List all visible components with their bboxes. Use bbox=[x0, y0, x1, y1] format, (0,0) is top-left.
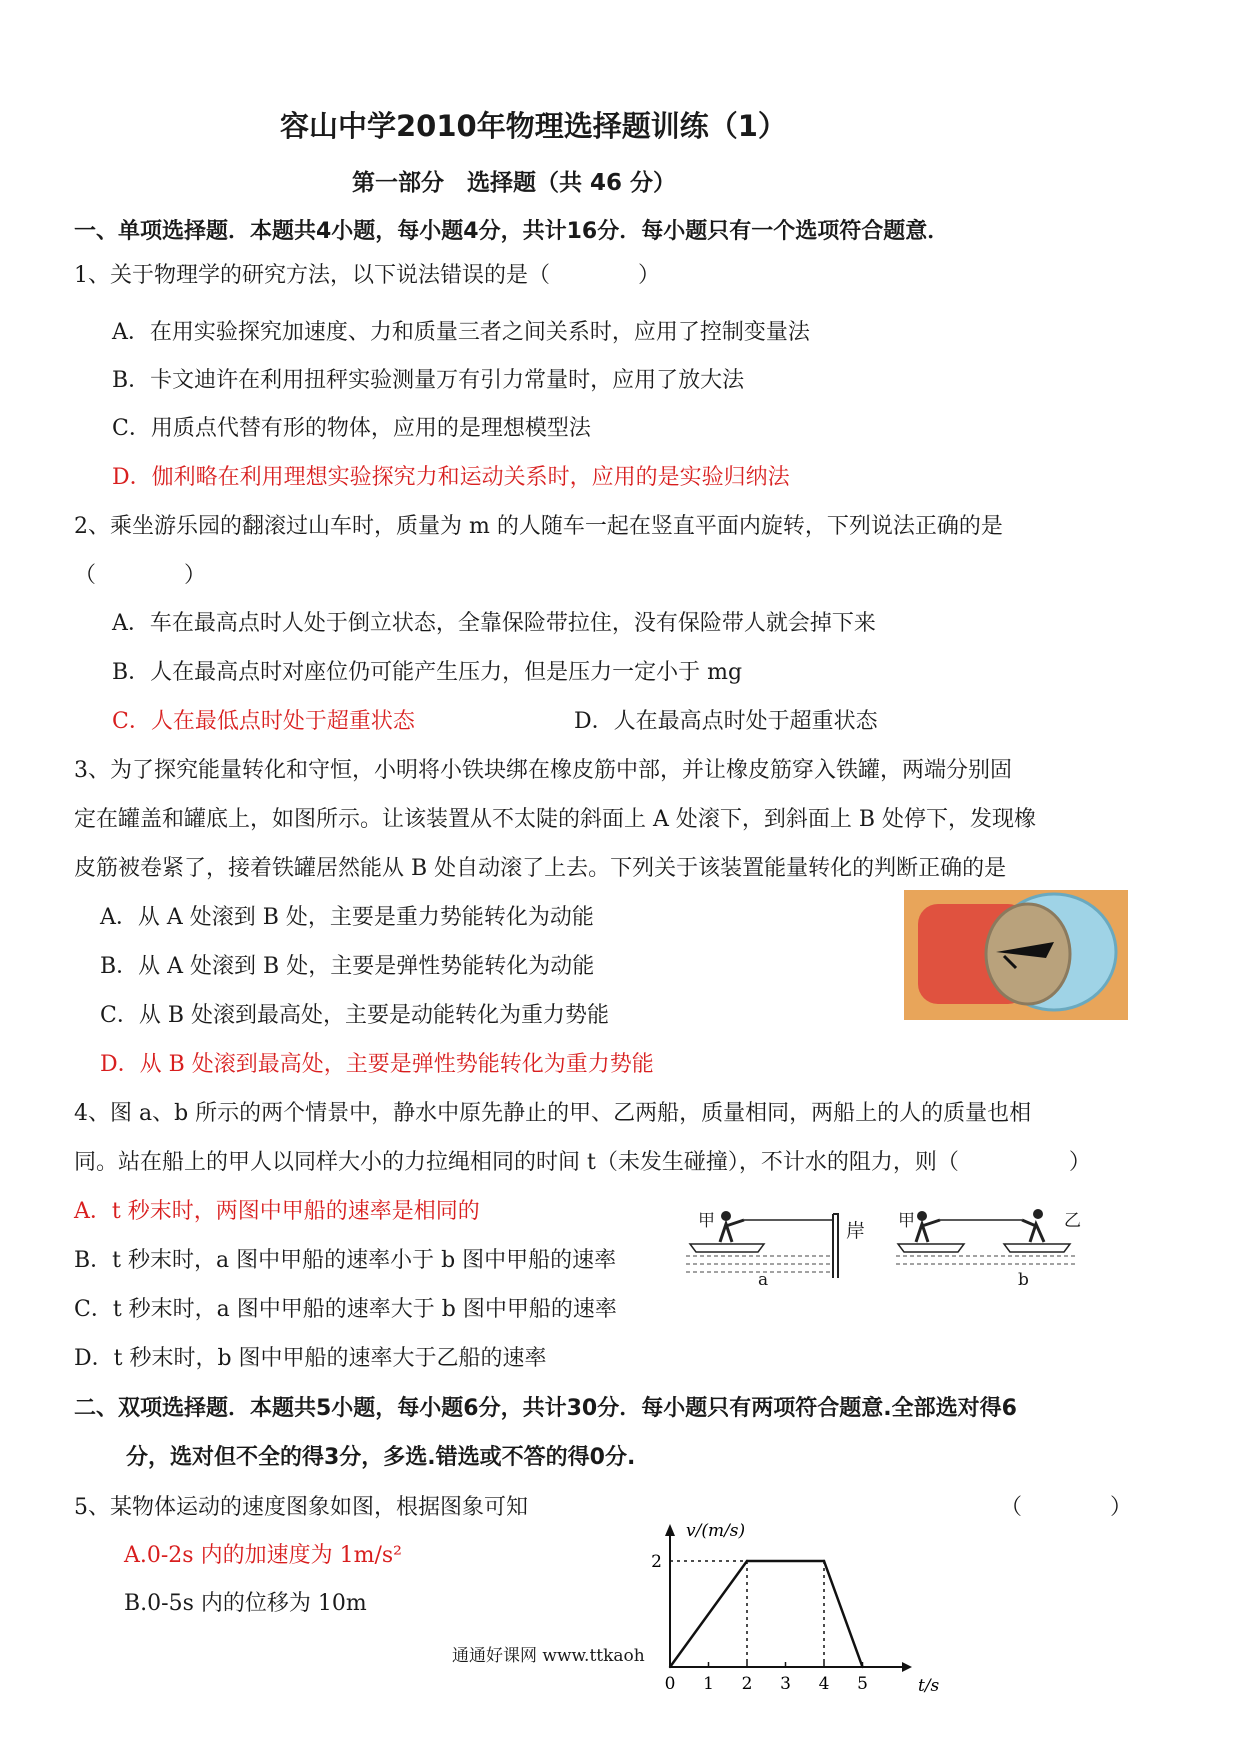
q4-option-c: C．t 秒末时，a 图中甲船的速率大于 b 图中甲船的速率 bbox=[74, 1297, 617, 1322]
boat-yi-b bbox=[1004, 1244, 1070, 1252]
tin-can-photo bbox=[904, 890, 1128, 1020]
q5-option-b: B.0-5s 内的位移为 10m bbox=[124, 1591, 367, 1616]
q5-stem: 5、某物体运动的速度图象如图，根据图象可知 bbox=[74, 1495, 528, 1520]
fig-a-shore-label: 岸 bbox=[846, 1220, 866, 1242]
fig-b-yi-label: 乙 bbox=[1064, 1211, 1081, 1231]
x-tick-label: 2 bbox=[741, 1674, 753, 1694]
section2-heading-line2: 分，选对但不全的得3分，多选.错选或不答的得0分. bbox=[126, 1445, 636, 1470]
velocity-series-line bbox=[670, 1561, 863, 1667]
q2-stem: 2、乘坐游乐园的翻滚过山车时，质量为 m 的人随车一起在竖直平面内旋转，下列说法正确的是 bbox=[74, 514, 1003, 539]
x-axis-arrow bbox=[902, 1662, 912, 1672]
x-tick-label: 4 bbox=[818, 1674, 830, 1694]
q3-option-c: C．从 B 处滚到最高处，主要是动能转化为重力势能 bbox=[100, 1003, 609, 1028]
q5-option-a: A.0-2s 内的加速度为 1m/s² bbox=[124, 1543, 402, 1568]
fig-a-label: a bbox=[758, 1270, 769, 1290]
velocity-data-point bbox=[823, 1560, 825, 1562]
q2-option-c: C．人在最低点时处于超重状态 bbox=[112, 709, 415, 734]
part-heading: 第一部分 选择题（共 46 分） bbox=[352, 170, 677, 196]
section2-heading-line1: 二、双项选择题．本题共5小题，每小题6分，共计30分．每小题只有两项符合题意.全部选对得6 bbox=[74, 1396, 1017, 1421]
q4-stem-line2: 同。站在船上的甲人以同样大小的力拉绳相同的时间 t（未发生碰撞），不计水的阻力，则（ ） bbox=[74, 1150, 1091, 1175]
x-tick-label: 0 bbox=[664, 1674, 676, 1694]
q3-option-d: D．从 B 处滚到最高处，主要是弹性势能转化为重力势能 bbox=[100, 1052, 654, 1077]
q2-option-d: D．人在最高点时处于超重状态 bbox=[574, 709, 878, 734]
q4-option-b: B．t 秒末时，a 图中甲船的速率小于 b 图中甲船的速率 bbox=[74, 1248, 617, 1273]
person-yi-b bbox=[1033, 1209, 1043, 1219]
q2-answer-paren: （ ） bbox=[74, 563, 207, 588]
person-jia-b-body bbox=[916, 1220, 940, 1242]
q1-option-b: B．卡文迪许在利用扭秤实验测量万有引力常量时，应用了放大法 bbox=[112, 368, 745, 393]
y-axis-label: v/(m/s) bbox=[686, 1521, 746, 1541]
q3-stem-line1: 3、为了探究能量转化和守恒，小明将小铁块绑在橡皮筋中部，并让橡皮筋穿入铁罐，两端分别固 bbox=[74, 758, 1013, 783]
boat-jia-a bbox=[690, 1244, 764, 1252]
y-axis-arrow bbox=[665, 1524, 675, 1536]
q1-option-a: A．在用实验探究加速度、力和质量三者之间关系时，应用了控制变量法 bbox=[112, 320, 810, 345]
velocity-data-point bbox=[669, 1666, 671, 1668]
q4-option-a: A．t 秒末时，两图中甲船的速率是相同的 bbox=[74, 1199, 480, 1224]
q1-option-c: C．用质点代替有形的物体，应用的是理想模型法 bbox=[112, 416, 591, 441]
person-yi-b-body bbox=[1022, 1220, 1044, 1242]
page-title: 容山中学2010年物理选择题训练（1） bbox=[280, 109, 787, 143]
velocity-data-point bbox=[861, 1666, 863, 1668]
footer-watermark: 通通好课网 www.ttkaoh bbox=[452, 1646, 645, 1666]
q3-stem-line3: 皮筋被卷紧了，接着铁罐居然能从 B 处自动滚了上去。下列关于该装置能量转化的判断正确的是 bbox=[74, 856, 1007, 881]
x-axis-label: t/s bbox=[918, 1676, 940, 1696]
fig-b-label: b bbox=[1018, 1270, 1029, 1290]
boats-figure bbox=[686, 1196, 1086, 1296]
q5-answer-paren: （ ） bbox=[1000, 1495, 1133, 1520]
q3-option-a: A．从 A 处滚到 B 处，主要是重力势能转化为动能 bbox=[100, 905, 594, 930]
q4-stem-line1: 4、图 a、b 所示的两个情景中，静水中原先静止的甲、乙两船，质量相同，两船上的人的质量也相 bbox=[74, 1101, 1032, 1126]
x-tick-label: 3 bbox=[780, 1674, 791, 1694]
q4-option-d: D．t 秒末时，b 图中甲船的速率大于乙船的速率 bbox=[74, 1346, 547, 1371]
q3-option-b: B．从 A 处滚到 B 处，主要是弹性势能转化为动能 bbox=[100, 954, 595, 979]
fig-b-jia-label: 甲 bbox=[898, 1211, 915, 1231]
fig-a-jia-label: 甲 bbox=[698, 1211, 715, 1231]
q2-option-a: A．车在最高点时人处于倒立状态，全靠保险带拉住，没有保险带人就会掉下来 bbox=[112, 611, 876, 636]
velocity-data-point bbox=[746, 1560, 748, 1562]
y-tick-label: 2 bbox=[651, 1552, 662, 1572]
q3-stem-line2: 定在罐盖和罐底上，如图所示。让该装置从不太陡的斜面上 A 处滚下，到斜面上 B 处停下，发现橡 bbox=[74, 807, 1037, 832]
person-jia-a-body bbox=[720, 1220, 744, 1242]
x-tick-label: 5 bbox=[857, 1674, 868, 1694]
q1-option-d: D．伽利略在利用理想实验探究力和运动关系时，应用的是实验归纳法 bbox=[112, 465, 790, 490]
q2-option-b: B．人在最高点时对座位仍可能产生压力，但是压力一定小于 mg bbox=[112, 660, 743, 685]
shore-wall bbox=[833, 1214, 838, 1278]
boat-jia-b bbox=[898, 1244, 964, 1252]
velocity-time-chart bbox=[640, 1512, 980, 1702]
x-tick-label: 1 bbox=[703, 1674, 714, 1694]
section1-heading: 一、单项选择题．本题共4小题，每小题4分，共计16分．每小题只有一个选项符合题意． bbox=[74, 219, 950, 244]
q1-stem: 1、关于物理学的研究方法，以下说法错误的是（ ） bbox=[74, 263, 660, 288]
